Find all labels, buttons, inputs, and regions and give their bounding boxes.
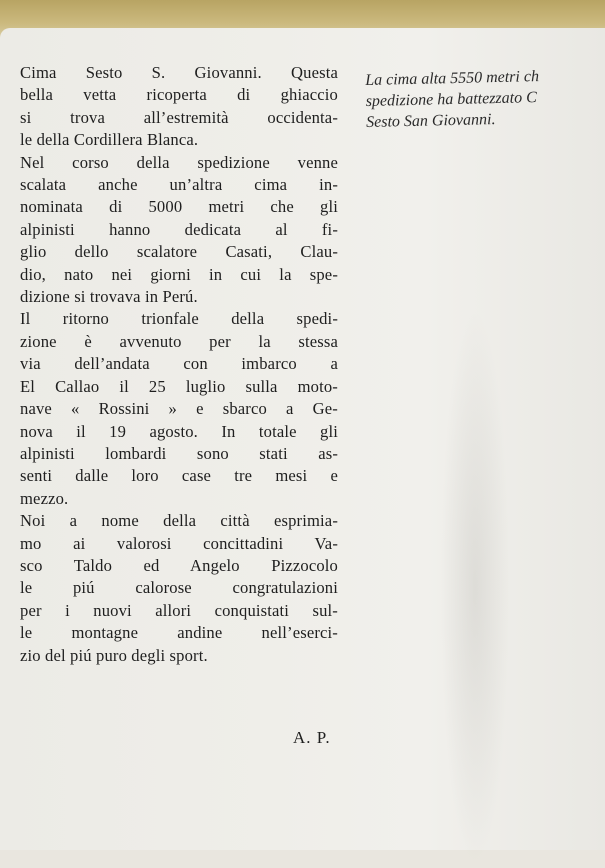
article-line: le della Cordillera Blanca. (20, 130, 199, 150)
article-column (20, 62, 338, 667)
article-line: mo ai valorosi concittadini Va- (20, 533, 338, 553)
caption-line: Sesto San Giovanni. (365, 111, 496, 131)
caption-line: La cima alta 5550 metri ch (365, 68, 540, 89)
photo-caption (365, 65, 605, 133)
article-line: zio del piú puro degli sport. (20, 645, 208, 665)
article-line: dizione si trovava in Perú. (20, 287, 198, 307)
article-line: bella vetta ricoperta di ghiaccio (20, 85, 338, 105)
article-line: El Callao il 25 luglio sulla moto- (20, 376, 338, 396)
article-line: via dell’andata con imbarco a (20, 354, 338, 374)
article-line: senti dalle loro case tre mesi e (20, 466, 338, 486)
caption-line: spedizione ha battezzato C (365, 89, 537, 110)
article-signature: A. P. (293, 728, 331, 747)
article-line: nominata di 5000 metri che gli (20, 197, 338, 217)
page-shadow (440, 308, 510, 868)
article-line: Il ritorno trionfale della spedi- (20, 309, 338, 329)
article-line: glio dello scalatore Casati, Clau- (20, 242, 338, 262)
article-line: per i nuovi allori conquistati sul- (20, 600, 338, 620)
article-line: dio, nato nei giorni in cui la spe- (20, 264, 338, 284)
article-line: sco Taldo ed Angelo Pizzocolo (20, 555, 338, 575)
article-line: Nel corso della spedizione venne (20, 152, 338, 172)
article-line: Cima Sesto S. Giovanni. Questa (20, 63, 338, 82)
article-line: si trova all’estremità occidenta- (20, 107, 338, 127)
article-line: alpinisti hanno dedicata al fi- (20, 219, 338, 239)
article-line: le piú calorose congratulazioni (20, 578, 338, 598)
article-line: Noi a nome della città esprimia- (20, 511, 338, 531)
article-line: mezzo. (20, 488, 69, 508)
article-line: zione è avvenuto per la stessa (20, 331, 338, 351)
article-line: scalata anche un’altra cima in- (20, 175, 338, 195)
article-line: alpinisti lombardi sono stati as- (20, 443, 338, 463)
article-line: nova il 19 agosto. In totale gli (20, 421, 338, 441)
article-line: le montagne andine nell’eserci- (20, 623, 338, 643)
article-line: nave « Rossini » e sbarco a Ge- (20, 399, 338, 419)
